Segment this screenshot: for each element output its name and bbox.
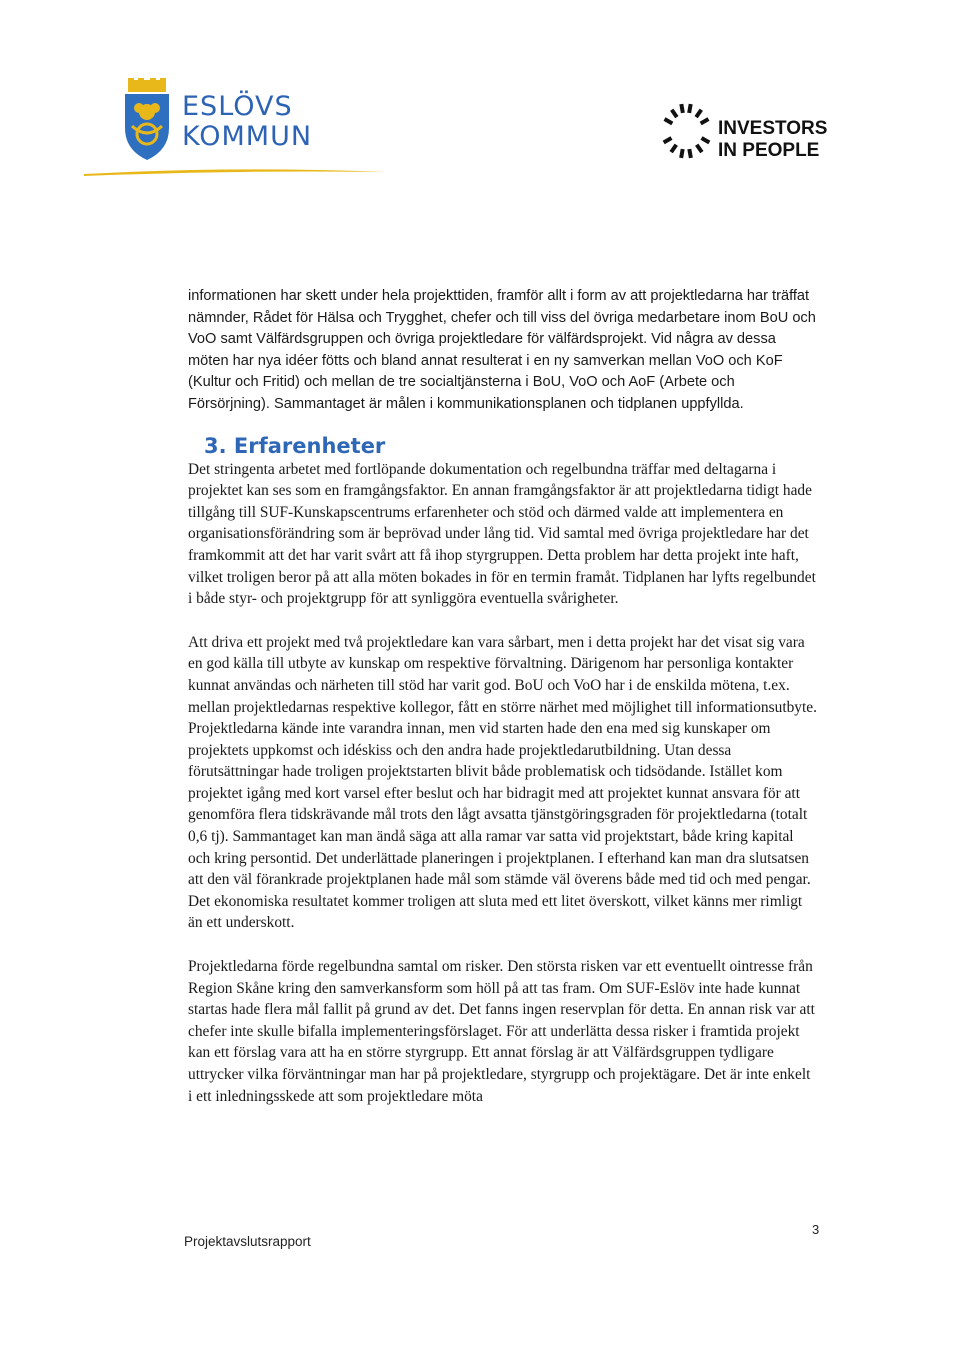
eslovs-kommun-logo: [84, 72, 384, 182]
eslovs-kommun-wordmark: [182, 92, 312, 152]
section-paragraph-2: Att driva ett projekt med två projektledare kan vara sårbart, men i detta projekt har det visat sig vara en god källa till utbyte av kunskap om respektive förvaltning. Därigenom har personliga kontakter kunnat användas och närheten till stöd har varit god. BoU och VoO har i de enskilda mötena, t.ex. mellan projektledarnas respektive kollegor, fått en större närhet med möjlighet till informationsutbyte. Projektledarna kände inte varandra innan, men vid starten hade den ena med sig kunskaper om projektets uppkomst och idéskiss och den andra hade projektledarutbildning. Utan dessa förutsättningar hade troligen projektstarten blivit både problematisk och tidsödande. Istället kom projektet igång med kort varsel efter beslut och har bidragit med att projektet kunnat ansvara för att genomföra flera tidskrävande mål trots den lågt avsatta tjänstgöringsgraden för projektledarna (totalt 0,6 tj). Sammantaget kan man ändå säga att alla ramar var satta vid projektstart, både kring kapital och kring persontid. Det underlättade planeringen i projektplanen. I efterhand kan man dra slutsatsen att den väl förankrade projektplanen hade mål som stämde väl överens både med tid och med pengar. Det ekonomiska resultatet kommer troligen att sluta med ett litet överskott, vilket känns mer rimligt än ett underskott.: [188, 633, 817, 932]
logo-line-2: KOMMUN: [182, 121, 313, 152]
document-body: [188, 286, 818, 1107]
section-heading: 3. Erfarenheter: [204, 433, 386, 458]
footer-document-title: Projektavslutsrapport: [184, 1234, 311, 1249]
section-paragraph-3: Projektledarna förde regelbundna samtal om risker. Den största risken var ett eventuellt ointresse från Region Skåne kring den samverkansform som höll på att tas fram. Om SUF-Eslöv inte hade kunnat startas hade flera mål fallit på grund av det. Det fanns ingen reservplan för detta. En annan risk var att chefer inte skulle bifalla implementeringsförslaget. För att underlätta dessa risker i framtida projekt kan ett förslag vara att ha en större styrgrupp. Ett annat förslag är att Välfärdsgruppen tydligare uttrycker vilka förväntningar man har på projektledare, styrgrupp och projektägare. Det är inte enkelt i ett inledningsskede att som projektledare möta: [188, 958, 815, 1105]
iip-wordmark: [718, 118, 827, 162]
iip-circle-icon: [660, 102, 714, 172]
page-number: 3: [812, 1222, 820, 1237]
iip-line-2: IN PEOPLE: [718, 140, 820, 161]
investors-in-people-logo: [660, 102, 860, 182]
section-paragraph-1: Det stringenta arbetet med fortlöpande dokumentation och regelbundna träffar med deltagarna i projektet kan ses som en framgångsfaktor. En annan framgångsfaktor är att projektledarna tidigt hade tillgång till SUF-Kunskapscentrums erfarenheter och stöd och därmed valde att implementera en organisationsförändring som är beprövad under lång tid. Vid samtal med övriga projektledare har det framkommit att det har varit svårt att få ihop styrgruppen. Detta problem har detta projekt inte haft, vilket troligen beror på att alla möten bokades in för en termin framåt. Tidplanen har lyfts regelbundet i både styr- och projektgrupp för att synliggöra eventuella svårigheter.: [188, 460, 816, 608]
logo-line-1: ESLÖVS: [182, 91, 293, 122]
iip-line-1: INVESTORS: [718, 118, 828, 139]
logo-swoosh: [84, 164, 384, 178]
coat-of-arms-icon: [122, 78, 172, 162]
intro-paragraph: informationen har skett under hela projekttiden, framför allt i form av att projektledarna har träffat nämnder, Rådet för Hälsa och Trygghet, chefer och till viss del övriga medarbetare inom BoU och VoO samt Välfärdsgruppen och övriga projektledare för välfärdsprojekt. Vid några av dessa möten har nya idéer fötts och bland annat resulterat i en ny samverkan mellan VoO och KoF (Kultur och Fritid) och mellan de tre socialtjänsterna i BoU, VoO och AoF (Arbete och Försörjning). Sammantaget är målen i kommunikationsplanen och tidplanen uppfyllda.: [188, 288, 816, 412]
